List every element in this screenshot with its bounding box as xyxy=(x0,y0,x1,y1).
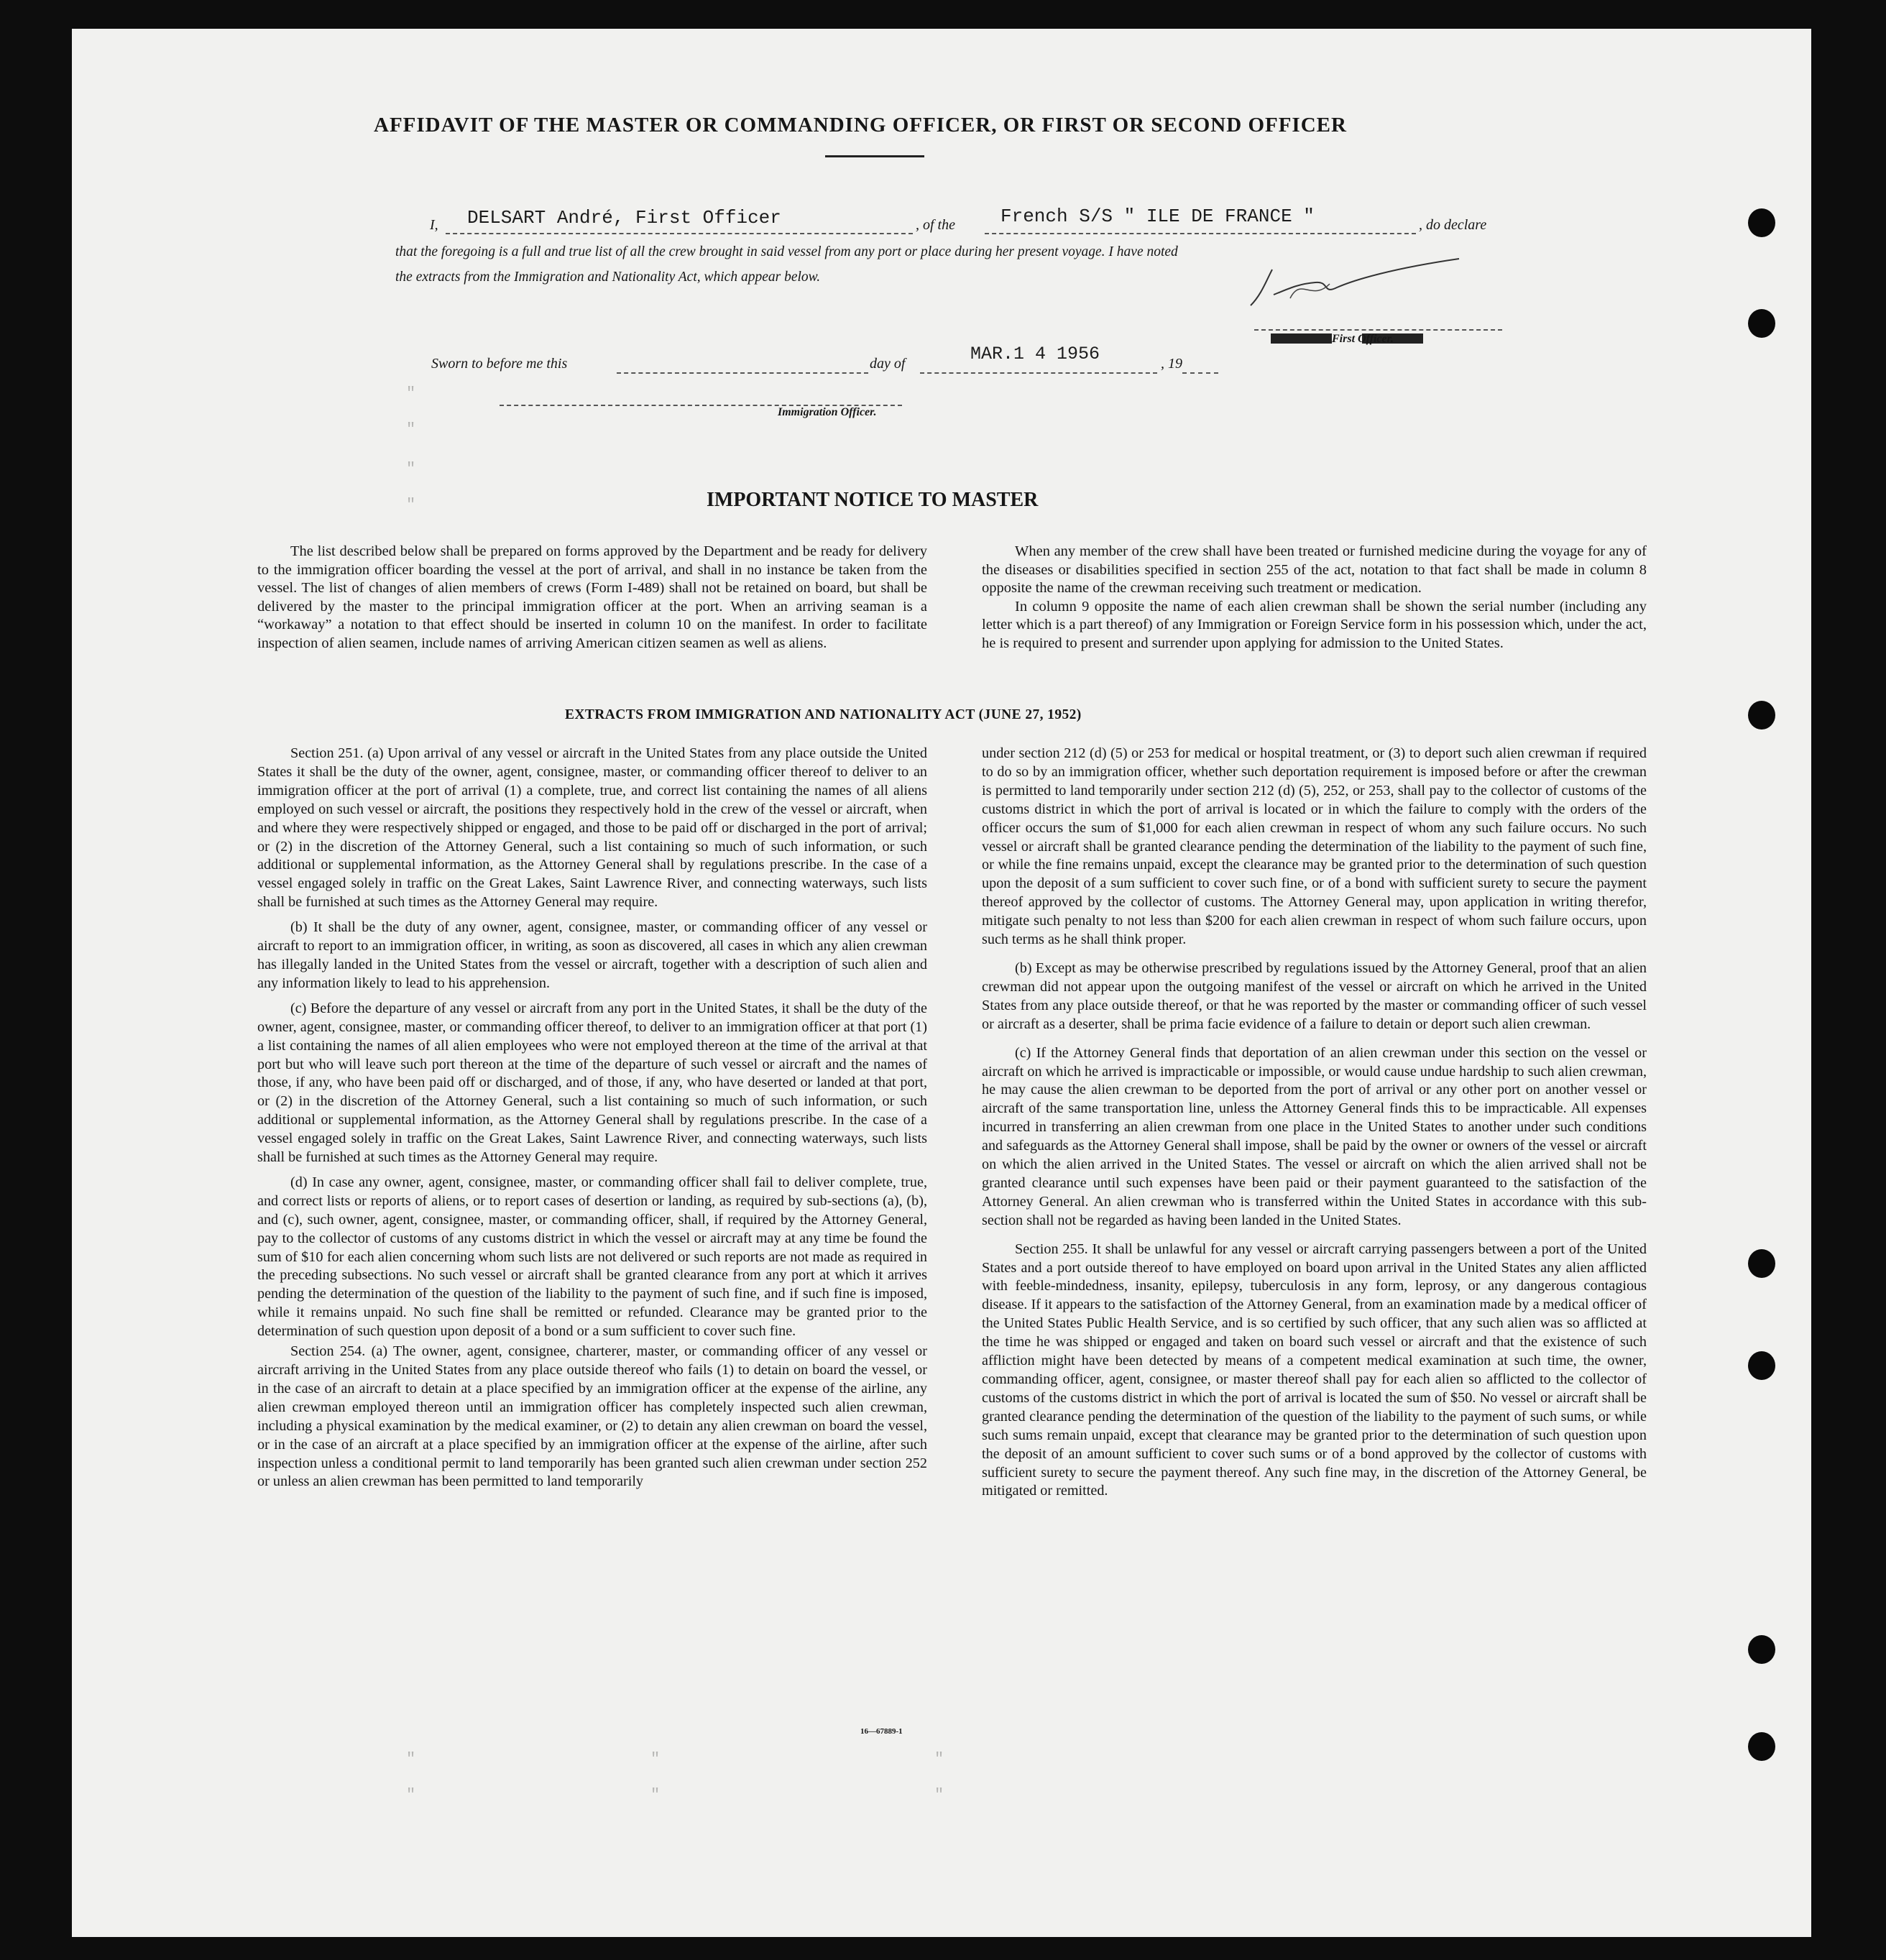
section-251-b: (b) It shall be the duty of any owner, agent, consignee, master, or commanding officer of any vessel or aircraft to report to an immigration officer, in writing, as soon as discovered, all cases in which any alien crewman has illegally landed in the United States from the vessel or aircraft, together with a description of such alien and any information likely to lead to his apprehension. xyxy=(257,919,927,991)
bleed-mark: " xyxy=(934,1786,944,1804)
bleed-mark: " xyxy=(934,1750,944,1768)
bleed-mark: " xyxy=(650,1786,661,1804)
section-251-a: Section 251. (a) Upon arrival of any vessel or aircraft in the United States from any place outside the United States it shall be the duty of the owner, agent, consignee, master, or commanding officer thereof to deliver to an immigration officer at the port of arrival (1) a complete, true, and correct list containing the names of all aliens employed on such vessel or aircraft, the positions they respectively hold in the crew of the vessel or aircraft, when and where they were respectively shipped or engaged, and those to be paid off or discharged in the port of arrival; or (2) in the discretion of the Attorney General, such a list containing so much of such information, or such additional or supplemental information, as the Attorney General shall by regulations prescribe. In the case of a vessel engaged solely in traffic on the Great Lakes, Saint Lawrence River, and connecting waterways, such lists shall be furnished at such times as the Attorney General may require. xyxy=(257,745,927,911)
notice-title: IMPORTANT NOTICE TO MASTER xyxy=(707,489,1039,511)
section-251-d: (d) In case any owner, agent, consignee, master, or commanding officer shall fail to deliver complete, true, and correct lists or reports of aliens, or to report cases of desertion or landing, as required by sub-sections (a), (b), and (c), such owner, agent, consignee, master, or commanding officer, shall, if required by the Attorney General, pay to the collector of customs of any customs district in which the vessel or aircraft may at any time be found the sum of $10 for each alien concerning whom such lists are not delivered or such reports are not made as required in the preceding subsections. No such vessel or aircraft shall be granted clearance from any port at which it arrives pending the determination of the question of the liability to the payment of such fine, and if such fine is imposed, while it remains unpaid. No such fine shall be remitted or refunded. Clearance may be granted prior to the determination of such question upon deposit of a bond or a sum sufficient to cover such fine. xyxy=(257,1174,927,1340)
notice-right-column xyxy=(982,543,1647,653)
section-254-a-continued: under section 212 (d) (5) or 253 for medical or hospital treatment, or (3) to deport such alien crewman if required to do so by an immigration officer, whether such deportation requirement is imposed before or after the crewman is permitted to land temporarily under section 212 (d) (5), 252, or 253, shall pay to the collector of customs of the customs district in which the port of arrival is located or in which the failure to comply with the orders of the officer occurs the sum of $1,000 for each alien crewman in respect of whom any such failure occurs. No such vessel or aircraft shall be granted clearance pending the determination of the liability to the payment of such fine, or while the fine remains unpaid, except the clearance may be granted prior to the determination of such question upon the deposit of a sum sufficient to cover such fine, or of a bond with sufficient surety to secure the payment thereof approved by the collector of customs. The Attorney General may, upon application in writing therefor, mitigate such penalty to not less than $200 for each alien crewman in respect of whom such failure occurs, upon such terms as he shall think proper. xyxy=(982,745,1647,948)
officer-title-label: First Officer. xyxy=(1332,333,1394,345)
affidavit-body-line2: the extracts from the Immigration and Nationality Act, which appear below. xyxy=(395,270,821,285)
officer-name: DELSART André, First Officer xyxy=(467,207,781,229)
redacted-title-1 xyxy=(1271,333,1332,344)
punch-hole-2 xyxy=(1748,309,1775,338)
punch-hole-3 xyxy=(1748,701,1775,730)
notice-right-paragraph-1: When any member of the crew shall have been treated or furnished medicine during the voyage for any of the diseases or disabilities specified in section 255 of the act, notation to that fact shall be made in column 8 opposite the name of the crewman receiving such treatment or medication. xyxy=(982,543,1647,597)
punch-hole-5 xyxy=(1748,1351,1775,1380)
of-the-label: , of the xyxy=(916,217,955,233)
section-254-a: Section 254. (a) The owner, agent, consignee, charterer, master, or commanding officer of any vessel or aircraft arriving in the United States from any place outside thereof who fails (1) to detain on board the vessel, or in the case of an aircraft to detain at a place specified by an immigration officer at the expense of the airline, any alien crewman employed thereon until an immigration officer has completely inspected such alien crewman, including a physical examination by the medical examiner, or (2) to detain any alien crewman on board the vessel, or in the case of an aircraft at a place specified by an immigration officer at the expense of the airline, after such inspection unless a conditional permit to land temporarily has been granted such alien crewman under section 252 or unless an alien crewman has been permitted to land temporarily xyxy=(257,1343,927,1490)
bleed-mark: " xyxy=(406,385,416,402)
year-label: , 19 xyxy=(1161,356,1182,372)
bleed-mark: " xyxy=(406,1750,416,1768)
immigration-officer-label: Immigration Officer. xyxy=(778,406,877,418)
bleed-mark: " xyxy=(650,1750,661,1768)
extracts-left-column xyxy=(257,745,927,1491)
sworn-day-blank xyxy=(617,372,868,374)
sworn-date: MAR.1 4 1956 xyxy=(970,344,1100,364)
punch-hole-6 xyxy=(1748,1635,1775,1664)
form-code: 16—67889-1 xyxy=(860,1727,903,1736)
sworn-month-blank xyxy=(920,372,1157,374)
punch-hole-7 xyxy=(1748,1732,1775,1761)
punch-hole-1 xyxy=(1748,208,1775,237)
notice-left-column xyxy=(257,543,927,653)
affidavit-title: AFFIDAVIT OF THE MASTER OR COMMANDING OFFICER, OR FIRST OR SECOND OFFICER xyxy=(374,114,1347,137)
vessel-name: French S/S " ILE DE FRANCE " xyxy=(1000,206,1315,227)
section-254-c: (c) If the Attorney General finds that deportation of an alien crewman under this section on the vessel or aircraft on which he arrived is impracticable or impossible, or would cause undue hardship to such alien crewman, he may cause the alien crewman to be deported from the port of arrival or any other port on another vessel or aircraft of the same transportation line, unless the Attorney General finds this to be impracticable. All expenses incurred in transferring an alien crewman from one place in the United States to another under such conditions and safeguards as the Attorney General shall impose, shall be paid by the owner or owners of the vessel or aircraft on which the alien arrived in the United States. The vessel or aircraft on which the alien arrived shall not be granted clearance until such expenses have been paid or their payment guaranteed to the satisfaction of the Attorney General. An alien crewman who is transferred within the United States in accordance with this sub-section shall not be regarded as having been landed in the United States. xyxy=(982,1044,1647,1228)
officer-signature-line xyxy=(1254,329,1502,331)
notice-left-paragraph: The list described below shall be prepared on forms approved by the Department and be ready for delivery to the immigration officer boarding the vessel at the port of arrival, and shall in no instance be taken from the vessel. The list of changes of alien members of crews (Form I-489) shall not be retained on board, but shall be delivered by the master to the principal immigration officer at the port. When an arriving seaman is a “workaway” a notation to that effect should be inserted in column 10 on the manifest. In order to facilitate inspection of alien seamen, include names of arriving American citizen seamen as well as aliens. xyxy=(257,543,927,651)
bleed-mark: " xyxy=(406,460,416,478)
section-254-b: (b) Except as may be otherwise prescribed by regulations issued by the Attorney General, proof that an alien crewman did not appear upon the outgoing manifest of the vessel or aircraft on which he arrived in the United States from any place outside thereof, or that he was reported by the master or commanding officer of such vessel or aircraft as a deserter, shall be prima facie evidence of a failure to detain or deport such alien crewman. xyxy=(982,960,1647,1032)
do-declare-label: , do declare xyxy=(1419,217,1487,233)
section-255: Section 255. It shall be unlawful for any vessel or aircraft carrying passengers between a port of the United States and a port outside thereof to have employed on board upon arrival in the United States any alien afflicted with feeble-mindedness, insanity, epilepsy, tuberculosis in any form, leprosy, or any dangerous contagious disease. If it appears to the satisfaction of the Attorney General, from an examination made by a medical officer of the United States Public Health Service, and is so certified by such officer, that any such alien was so afflicted at the time he was shipped or engaged and taken on board such vessel or aircraft and that the existence of such affliction might have been detected by means of a competent medical examination at such time, the owner, commanding officer, agent, consignee, or master thereof shall pay for each alien so afflicted to the collector of customs of the customs district in which the port of arrival is located the sum of $50. No vessel or aircraft shall be granted clearance pending the determination of the question of the liability to the payment of such sums, or while such sums remain unpaid, except that clearance may be granted prior to the determination of such question upon the deposit of an amount sufficient to cover such sums or of a bond approved by the collector of customs with sufficient surety to secure the payment thereof. Any such fine may, in the discretion of the Attorney General, be mitigated or remitted. xyxy=(982,1241,1647,1499)
name-blank xyxy=(446,233,913,234)
punch-hole-4 xyxy=(1748,1249,1775,1278)
section-251-c: (c) Before the departure of any vessel or aircraft from any port in the United States, it shall be the duty of the owner, agent, consignee, master, or commanding officer thereof, to deliver to an immigration officer at that port (1) a list containing the names of all alien employees who were not employed thereon at the time of the arrival at that port but who will leave such port thereon at the time of the departure of such vessel or aircraft and the names of those, if any, who have been paid off or discharged, and of those, if any, who have deserted or landed at that port, or (2) in the discretion of the Attorney General, such a list containing so much of such information, or such additional or supplemental information, as the Attorney General shall by regulations prescribe. In the case of a vessel engaged solely in traffic on the Great Lakes, Saint Lawrence River, and connecting waterways, such lists shall be furnished at such times as the Attorney General may require. xyxy=(257,1000,927,1166)
i-label: I, xyxy=(430,217,438,233)
sworn-label: Sworn to before me this xyxy=(431,356,568,372)
notice-right-paragraph-2: In column 9 opposite the name of each alien crewman shall be shown the serial number (including any letter which is a part thereof) of any Immigration or Foreign Service form in his possession which, under the act, he is required to present and surrender upon applying for admission to the United States. xyxy=(982,598,1647,651)
extracts-title: EXTRACTS FROM IMMIGRATION AND NATIONALITY ACT (JUNE 27, 1952) xyxy=(565,707,1082,722)
vessel-blank xyxy=(985,233,1416,234)
title-underline xyxy=(825,155,924,157)
bleed-mark: " xyxy=(406,1786,416,1804)
officer-signature xyxy=(1222,255,1466,327)
day-of-label: day of xyxy=(870,356,906,372)
extracts-right-column xyxy=(982,745,1647,1501)
year-blank xyxy=(1182,372,1218,374)
bleed-mark: " xyxy=(406,420,416,438)
bleed-mark: " xyxy=(406,496,416,514)
affidavit-body-line1: that the foregoing is a full and true list of all the crew brought in said vessel from any port or place during her present voyage. I have noted xyxy=(395,244,1178,259)
